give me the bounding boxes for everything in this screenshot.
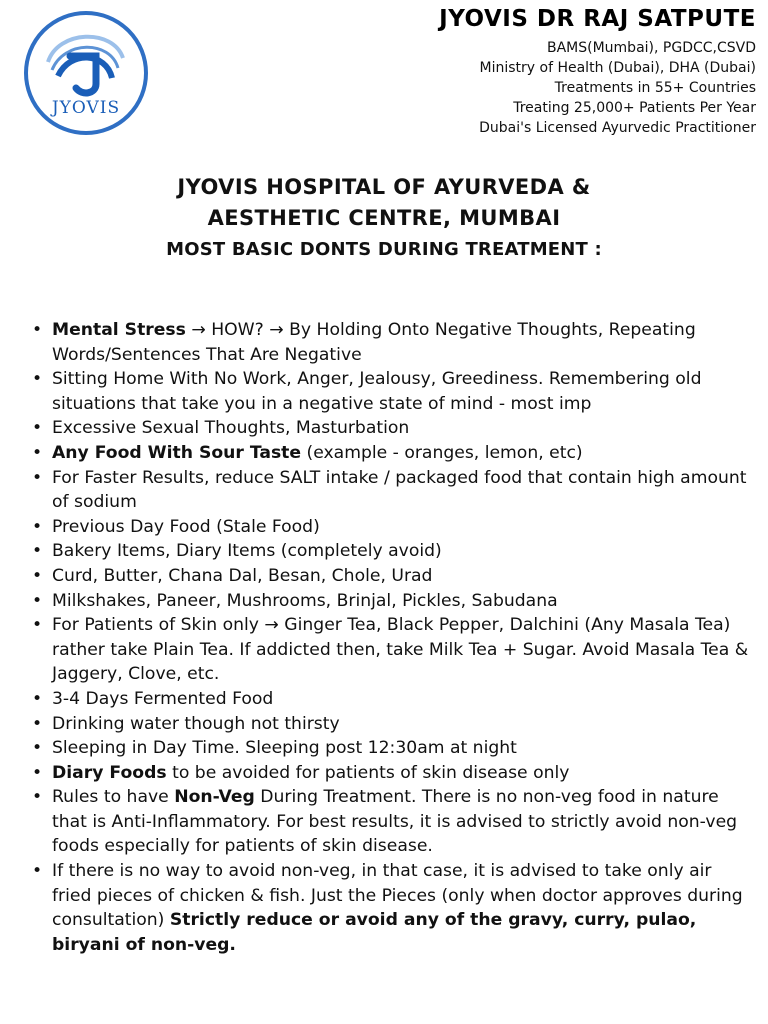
jyovis-logo	[18, 10, 154, 136]
item-text: During Treatment. There is no non-veg food in nature that is Anti-Inflammatory. For best results, it is advised to strictly avoid non-veg foods especially for patients of skin disease.	[52, 787, 738, 857]
item-text: Excessive Sexual Thoughts, Masturbation	[52, 418, 410, 439]
section-subtitle: MOST BASIC DONTS DURING TREATMENT :	[166, 239, 602, 260]
list-item	[0, 539, 760, 564]
item-text: Rules to have	[52, 787, 175, 808]
item-text: Curd, Butter, Chana Dal, Besan, Chole, Urad	[52, 565, 433, 586]
hospital-title-line-1: JYOVIS HOSPITAL OF AYURVEDA &	[177, 175, 591, 199]
list-item	[0, 416, 760, 441]
item-emphasis: Strictly reduce or avoid any of the gravy, curry, pulao, biryani of non-veg.	[52, 910, 697, 955]
item-text: to be avoided for patients of skin disease only	[166, 762, 570, 783]
list-item	[0, 367, 760, 416]
list-item	[0, 687, 760, 712]
hospital-title	[0, 172, 768, 234]
item-text: Sitting Home With No Work, Anger, Jealousy, Greediness. Remembering old situations that take you in a negative state of mind - most imp	[52, 369, 702, 414]
list-item	[0, 318, 760, 367]
credential-line: Treatments in 55+ Countries	[554, 80, 756, 96]
list-item	[0, 441, 760, 466]
list-item	[0, 466, 760, 515]
item-text: → HOW? → By Holding Onto Negative Thoughts, Repeating Words/Sentences That Are Negative	[52, 320, 696, 365]
credential-line: Treating 25,000+ Patients Per Year	[513, 100, 756, 116]
hospital-title-line-2: AESTHETIC CENTRE, MUMBAI	[207, 206, 561, 230]
credentials-list	[439, 38, 756, 138]
item-text: For Patients of Skin only → Ginger Tea, Black Pepper, Dalchini (Any Masala Tea) rather take Plain Tea. If addicted then, take Milk Tea + Sugar. Avoid Masala Tea & Jaggery, Clove, etc.	[52, 615, 749, 685]
list-item	[0, 761, 760, 786]
item-emphasis: Diary Foods	[52, 762, 167, 783]
list-item	[0, 785, 760, 859]
item-emphasis: Mental Stress	[52, 320, 186, 340]
credential-line: BAMS(Mumbai), PGDCC,CSVD	[546, 40, 756, 56]
donts-list	[0, 318, 760, 957]
item-text: Milkshakes, Paneer, Mushrooms, Brinjal, Pickles, Sabudana	[52, 590, 558, 611]
list-item	[0, 712, 760, 737]
logo-wordmark: JYOVIS	[51, 98, 121, 118]
list-item	[0, 613, 760, 687]
list-item	[0, 736, 760, 761]
item-text: For Faster Results, reduce SALT intake / packaged food that contain high amount of sodium	[52, 467, 747, 513]
item-text: Drinking water though not thirsty	[52, 713, 340, 734]
item-text: (example - oranges, lemon, etc)	[301, 442, 583, 463]
header	[439, 6, 756, 138]
item-text: Previous Day Food (Stale Food)	[52, 516, 320, 537]
list-item	[0, 564, 760, 589]
item-text: If there is no way to avoid non-veg, in that case, it is advised to take only air fried pieces of chicken & fish. Just the Pieces (only when doctor approves during consultation)	[52, 861, 743, 931]
list-item	[0, 589, 760, 614]
list-item	[0, 515, 760, 540]
item-text: Sleeping in Day Time. Sleeping post 12:30am at night	[52, 738, 517, 759]
list-item	[0, 859, 760, 957]
credential-line: Dubai's Licensed Ayurvedic Practitioner	[479, 120, 756, 136]
credential-line: Ministry of Health (Dubai), DHA (Dubai)	[479, 60, 756, 76]
item-emphasis: Non-Veg	[174, 787, 255, 808]
item-text: 3-4 Days Fermented Food	[52, 688, 274, 709]
item-text: Bakery Items, Diary Items (completely avoid)	[52, 541, 442, 562]
item-emphasis: Any Food With Sour Taste	[52, 442, 302, 463]
doctor-name: JYOVIS DR RAJ SATPUTE	[439, 6, 756, 32]
